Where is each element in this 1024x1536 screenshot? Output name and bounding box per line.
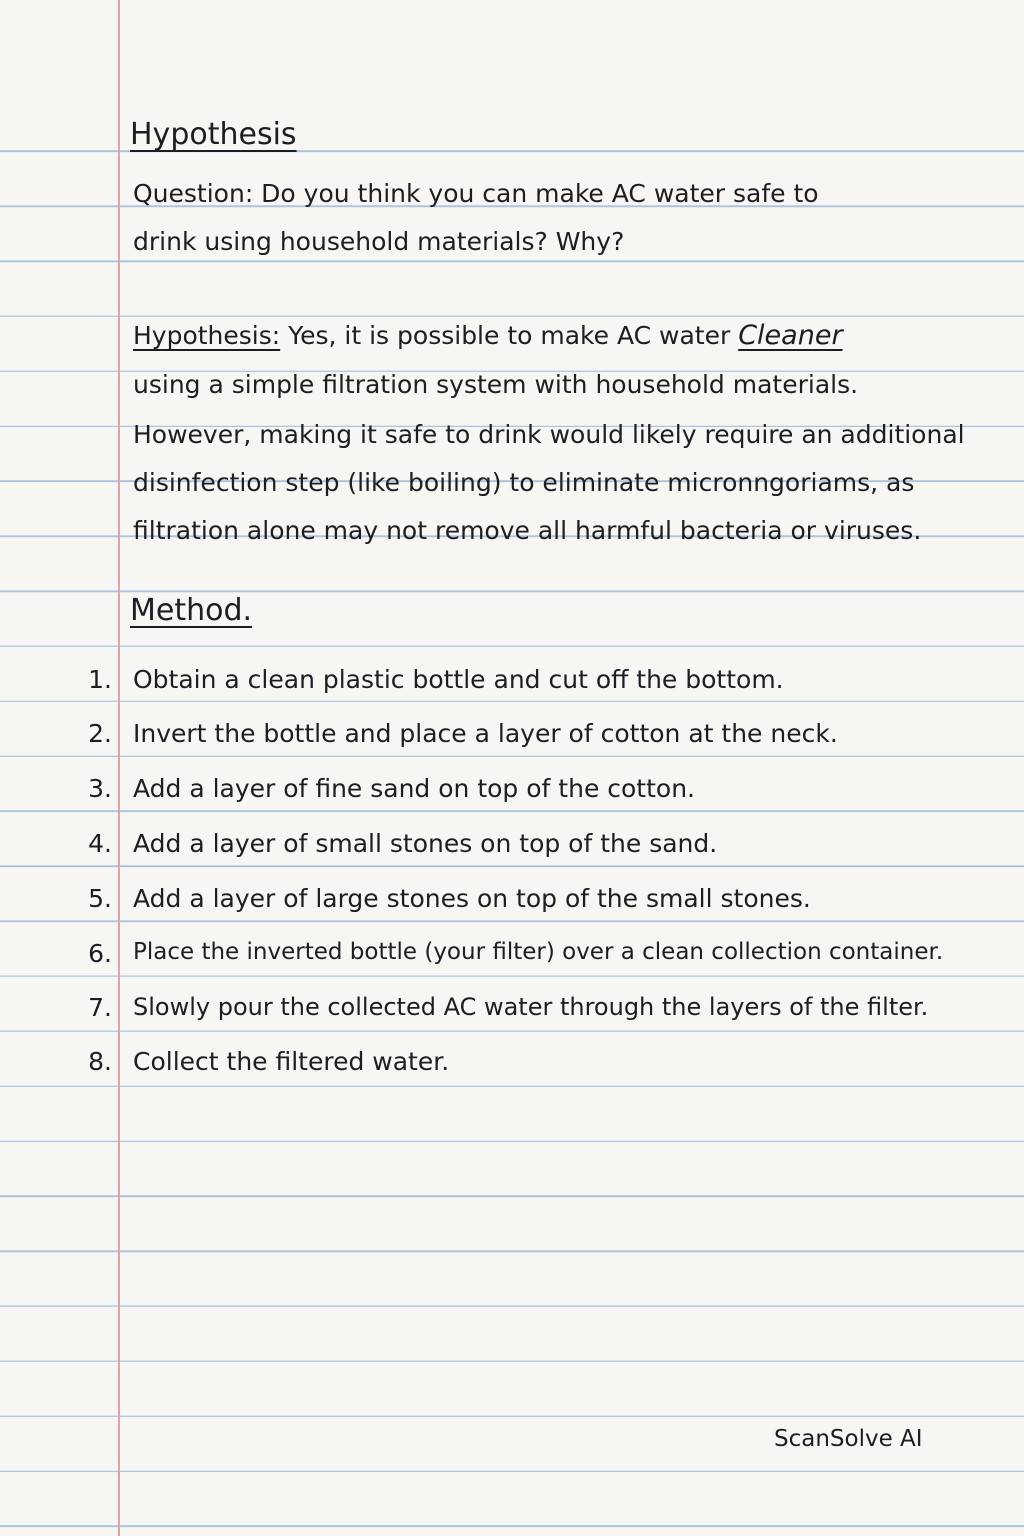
step-number: 7. xyxy=(88,993,112,1022)
hypothesis-first-line xyxy=(133,322,843,349)
step-number: 4. xyxy=(88,829,112,858)
step-text: Obtain a clean plastic bottle and cut off the bottom. xyxy=(133,665,784,694)
step-text: Add a layer of fine sand on top of the cotton. xyxy=(133,774,695,803)
hypothesis-emphasis-word: Cleaner xyxy=(738,320,843,351)
step-text: Add a layer of small stones on top of the sand. xyxy=(133,829,718,858)
step-number: 8. xyxy=(88,1047,112,1076)
question-line-2: drink using household materials? Why? xyxy=(133,227,625,256)
step-number: 6. xyxy=(88,939,112,968)
hypothesis-line-3: However, making it safe to drink would likely require an additional xyxy=(133,420,965,449)
step-text: Slowly pour the collected AC water through the layers of the filter. xyxy=(133,993,929,1021)
hypothesis-line-2: using a simple filtration system with household materials. xyxy=(133,370,859,399)
step-number: 5. xyxy=(88,884,112,913)
hypothesis-line-5: filtration alone may not remove all harmful bacteria or viruses. xyxy=(133,516,922,545)
step-text: Collect the filtered water. xyxy=(133,1047,450,1076)
paper-header-band xyxy=(0,0,1024,97)
step-text: Invert the bottle and place a layer of cotton at the neck. xyxy=(133,719,838,748)
margin-line xyxy=(118,0,120,1536)
method-heading: Method. xyxy=(130,593,253,628)
question-line-1: Question: Do you think you can make AC water safe to xyxy=(133,179,819,208)
hypothesis-line-4: disinfection step (like boiling) to eliminate micronngoriams, as xyxy=(133,468,915,497)
step-text: Add a layer of large stones on top of the small stones. xyxy=(133,884,811,913)
hypothesis-heading: Hypothesis xyxy=(130,117,297,152)
step-number: 1. xyxy=(88,665,112,694)
step-text: Place the inverted bottle (your filter) over a clean collection container. xyxy=(133,939,944,965)
step-number: 3. xyxy=(88,774,112,803)
hypothesis-label: Hypothesis: xyxy=(133,321,281,350)
hypothesis-first-line-text: Yes, it is possible to make AC water xyxy=(280,321,739,350)
brand-watermark: ScanSolve AI xyxy=(774,1426,923,1452)
step-number: 2. xyxy=(88,719,112,748)
